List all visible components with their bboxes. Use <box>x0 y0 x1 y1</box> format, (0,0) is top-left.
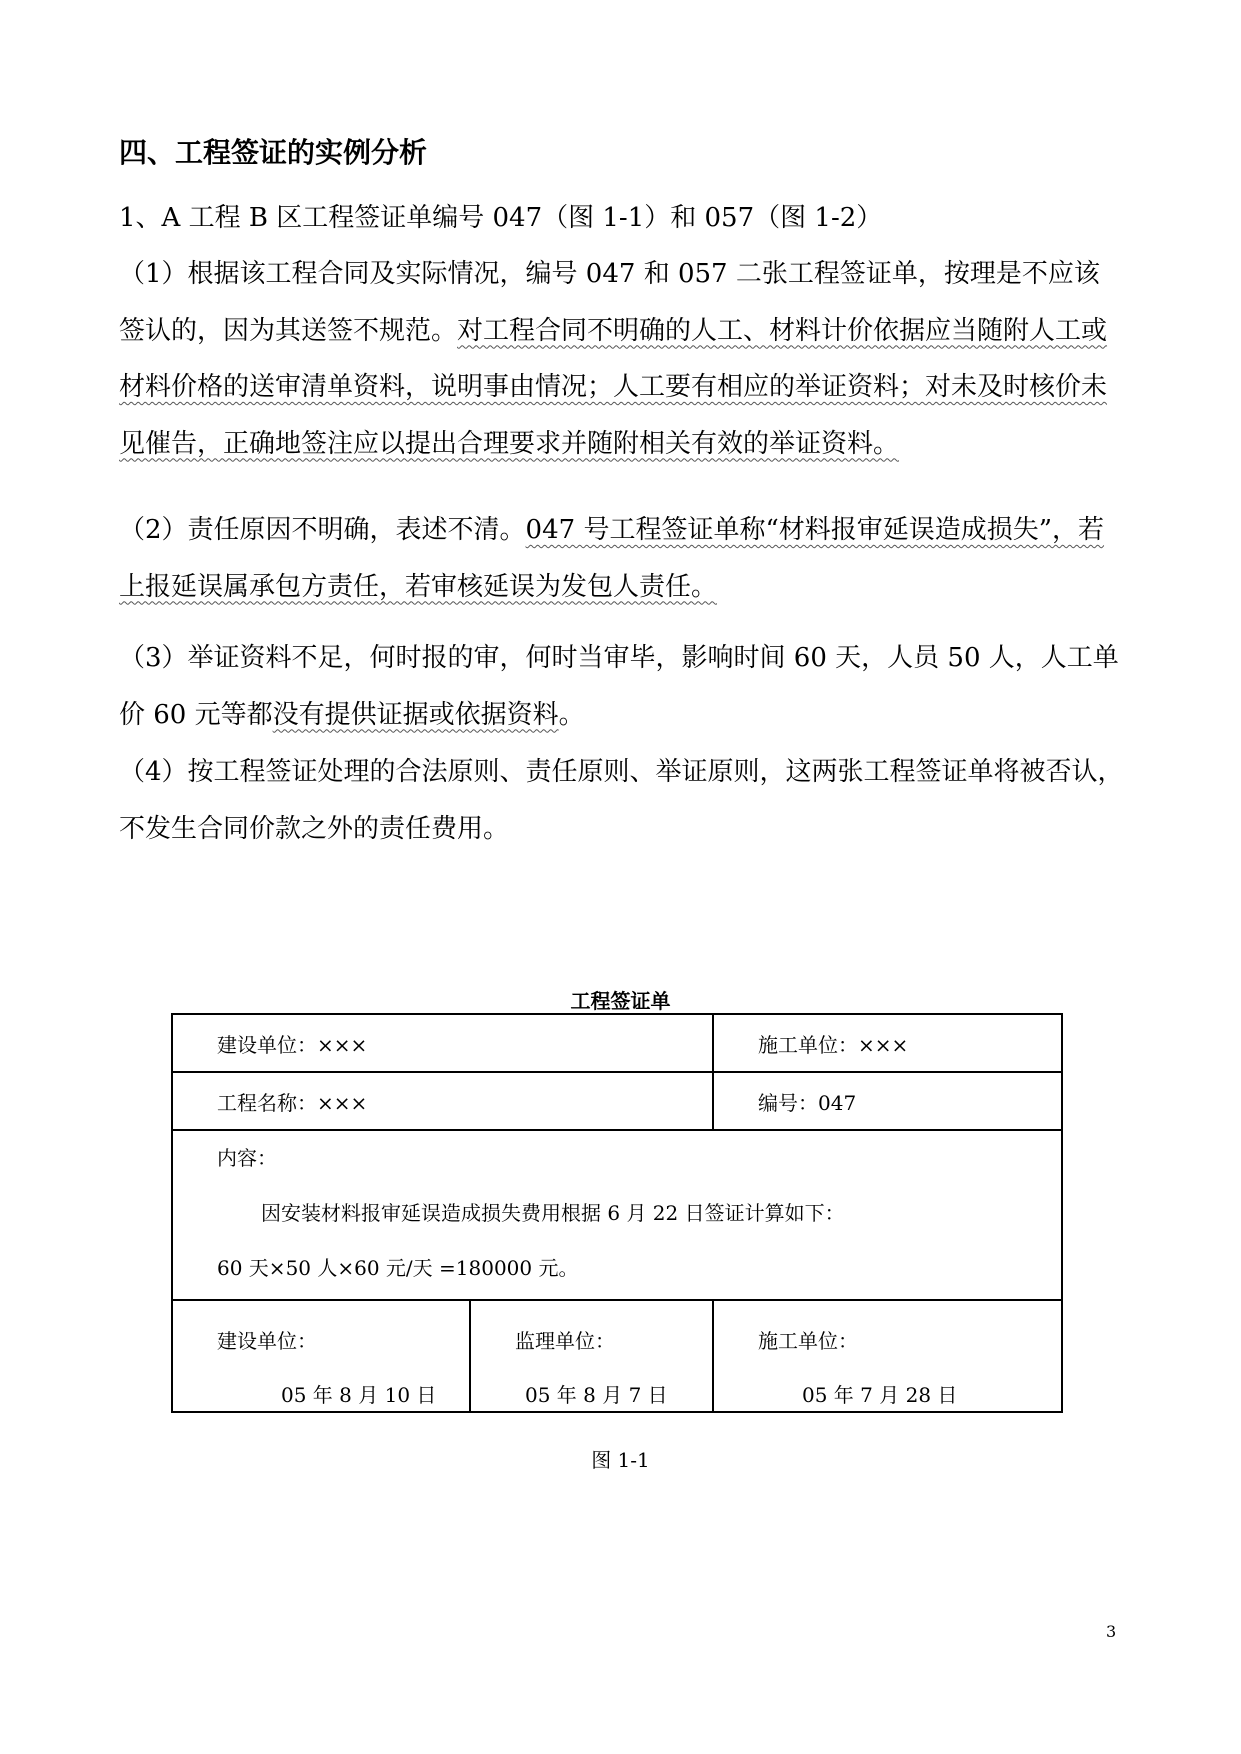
paragraph-3 <box>119 630 1124 743</box>
sign-supervise-cell <box>470 1300 713 1412</box>
page-number: 3 <box>1106 1622 1117 1641</box>
sign-supervise-label: 监理单位： <box>515 1329 615 1353</box>
section-heading: 四、工程签证的实例分析 <box>119 136 428 169</box>
number-cell: 编号：047 <box>713 1072 1062 1130</box>
visa-form-table <box>171 1013 1063 1413</box>
form-row-project <box>172 1072 1062 1130</box>
form-row-content <box>172 1130 1062 1300</box>
paragraph-1-plain: （1）根据该工程合同及实际情况，编号 047 和 057 二张工程签证单，按理是不应该签认的，因为其送签不规范。 <box>119 259 1100 346</box>
sign-build-date: 05 年 8 月 10 日 <box>281 1383 437 1407</box>
paragraph-2-underlined: 047 号工程签证单称“材料报审延误造成损失”，若上报延误属承包方责任，若审核延误为发包人责任。 <box>119 515 1105 602</box>
sign-supervise-date: 05 年 8 月 7 日 <box>525 1383 668 1407</box>
build-unit-cell: 建设单位：××× <box>172 1014 713 1072</box>
paragraph-4: （4）按工程签证处理的合法原则、责任原则、举证原则，这两张工程签证单将被否认，不发生合同价款之外的责任费用。 <box>119 757 1124 844</box>
construct-unit-cell: 施工单位：××× <box>713 1014 1062 1072</box>
paragraph-1 <box>119 246 1124 472</box>
paragraph-2-plain: （2）责任原因不明确，表述不清。 <box>119 515 526 545</box>
paragraph-1-underlined: 对工程合同不明确的人工、材料计价依据应当随附人工或材料价格的送审清单资料，说明事由情况；人工要有相应的举证资料；对未及时核价未见催告，正确地签注应以提出合理要求并随附相关有效的举证资料。 <box>119 315 1108 459</box>
item1-title: 1、A 工程 B 区工程签证单编号 047（图 1-1）和 057（图 1-2） <box>119 203 883 233</box>
form-row-signatures <box>172 1300 1062 1412</box>
paragraph-3-underlined: 没有提供证据或依据资料 <box>272 699 559 730</box>
content-line-2: 60 天×50 人×60 元/天 =180000 元。 <box>217 1256 579 1280</box>
paragraph-3-end: 。 <box>558 699 585 730</box>
form-row-units <box>172 1014 1062 1072</box>
paragraph-3-plain: （3）举证资料不足，何时报的审，何时当审毕，影响时间 60 天，人员 50 人，人工单价 60 元等都 <box>119 643 1119 730</box>
sign-construct-cell <box>713 1300 1062 1412</box>
figure-caption: 图 1-1 <box>591 1448 650 1472</box>
sign-build-label: 建设单位： <box>217 1329 317 1353</box>
sign-construct-date: 05 年 7 月 28 日 <box>802 1383 958 1407</box>
paragraph-2 <box>119 502 1124 615</box>
content-cell <box>172 1130 1062 1300</box>
form-title: 工程签证单 <box>570 989 671 1013</box>
content-line-1: 因安装材料报审延误造成损失费用根据 6 月 22 日签证计算如下： <box>261 1201 845 1225</box>
sign-build-cell <box>172 1300 470 1412</box>
content-label: 内容： <box>217 1146 277 1170</box>
sign-construct-label: 施工单位： <box>758 1329 858 1353</box>
project-name-cell: 工程名称：××× <box>172 1072 713 1130</box>
